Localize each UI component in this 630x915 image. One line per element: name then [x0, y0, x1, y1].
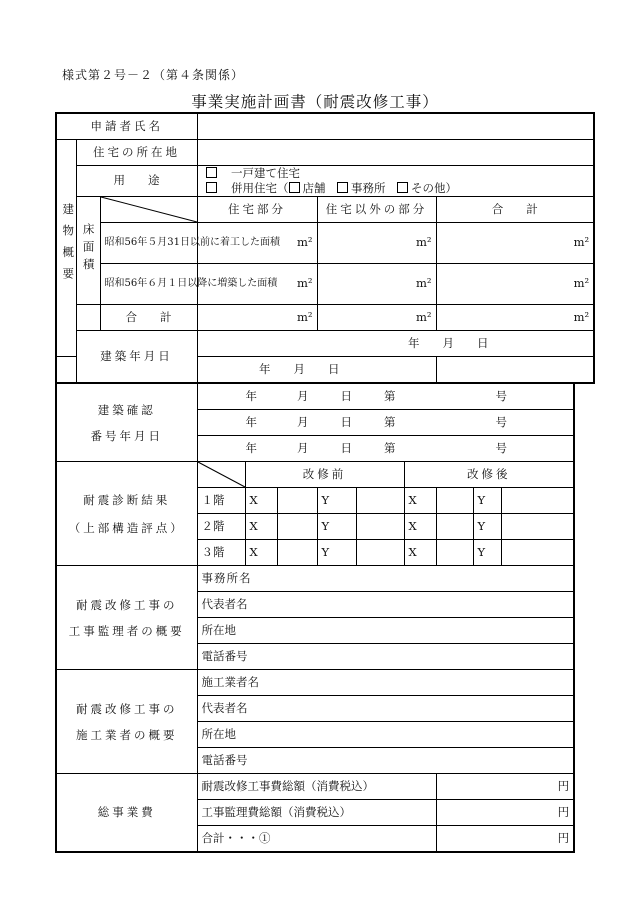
contractor-rep-field[interactable]: 代表者名: [197, 696, 574, 722]
area-col-nonhouse: 住宅以外の部分: [317, 197, 436, 223]
area-header-diagonal: [100, 197, 197, 223]
before-y-label: Y: [317, 540, 356, 566]
checkbox-icon[interactable]: [337, 182, 348, 193]
use-option-mixed[interactable]: [206, 181, 590, 196]
use-option-other-label: その他）: [411, 181, 458, 195]
after-x-label: X: [404, 540, 436, 566]
area-col-total: 合 計: [436, 197, 594, 223]
before-x-label: X: [245, 514, 277, 540]
seismic-col-after: 改修後: [404, 462, 574, 488]
use-option-detached[interactable]: [206, 166, 590, 181]
area-grand-total[interactable]: [436, 305, 594, 331]
cost-total-value[interactable]: [436, 826, 574, 853]
plan-form-table: [55, 112, 595, 384]
after-x-value[interactable]: [436, 540, 473, 566]
use-option-shop-label: 店舗: [302, 181, 326, 195]
yen-label: 円: [557, 778, 570, 793]
confirm-row-3[interactable]: 年 月 日 第 号: [197, 436, 574, 462]
applicant-label: 申請者氏名: [56, 113, 197, 140]
confirm-label-line1: 建築確認: [97, 402, 156, 417]
yen-label: 円: [557, 830, 570, 845]
supervisor-label-line1: 耐震改修工事の: [76, 597, 178, 612]
build-date-2[interactable]: 年 月 日: [56, 357, 436, 384]
before-x-value[interactable]: [277, 540, 317, 566]
form-number: 様式第２号－２（第４条関係）: [62, 68, 245, 82]
after-x-label: X: [404, 514, 436, 540]
after-x-value[interactable]: [436, 488, 473, 514]
cost-supervision-value[interactable]: [436, 800, 574, 826]
floor-label: ２階: [197, 514, 245, 540]
seismic-header-diagonal: [197, 462, 245, 488]
area-house-total[interactable]: [197, 305, 317, 331]
build-date-1[interactable]: 年 月 日: [197, 331, 594, 357]
seismic-label: [56, 462, 197, 566]
use-option-detached-label: 一戸建て住宅: [231, 166, 301, 180]
confirm-label: [56, 384, 197, 462]
use-label: 用 途: [76, 166, 197, 197]
contractor-name-field[interactable]: 施工業者名: [197, 670, 574, 696]
address-label: 住宅の所在地: [76, 140, 197, 166]
before-x-label: X: [245, 540, 277, 566]
seismic-label-line2: （上部構造評点）: [68, 520, 185, 535]
cost-row-construction-label: 耐震改修工事費総額（消費税込）: [197, 774, 436, 800]
supervisor-label-line2: 工事監理者の概要: [68, 623, 185, 638]
area-nonhouse-after[interactable]: [317, 264, 436, 305]
confirm-row-1[interactable]: 年 月 日 第 号: [197, 384, 574, 410]
before-y-value[interactable]: [356, 540, 404, 566]
after-y-value[interactable]: [501, 488, 574, 514]
unit-label: m²: [297, 276, 313, 291]
after-y-label: Y: [473, 540, 501, 566]
applicant-name-field[interactable]: [197, 113, 594, 140]
after-x-value[interactable]: [436, 514, 473, 540]
floor-area-text: 床面積: [81, 222, 96, 276]
seismic-col-before: 改修前: [245, 462, 404, 488]
area-total-blank: [76, 305, 100, 331]
cost-construction-value[interactable]: [436, 774, 574, 800]
contractor-label: [56, 670, 197, 774]
checkbox-icon[interactable]: [289, 182, 300, 193]
supervisor-phone-field[interactable]: 電話番号: [197, 644, 574, 670]
building-group-text: 建物概要: [61, 203, 76, 290]
build-date-label: 建築年月日: [76, 331, 197, 384]
supervisor-address-field[interactable]: 所在地: [197, 618, 574, 644]
after-y-value[interactable]: [501, 540, 574, 566]
area-total-after[interactable]: [436, 264, 594, 305]
floor-area-group-label: [76, 197, 100, 305]
address-field[interactable]: [197, 140, 594, 166]
floor-label: １階: [197, 488, 245, 514]
checkbox-icon[interactable]: [206, 182, 217, 193]
checkbox-icon[interactable]: [397, 182, 408, 193]
confirm-row-2[interactable]: 年 月 日 第 号: [197, 410, 574, 436]
unit-label: m²: [416, 235, 432, 250]
supervisor-label: [56, 566, 197, 670]
yen-label: 円: [557, 804, 570, 819]
area-row-after-label: 昭和56年６月１日以降に増築した面積: [100, 264, 197, 305]
before-x-value[interactable]: [277, 514, 317, 540]
unit-label: m²: [297, 309, 313, 324]
use-option-office-label: 事務所: [351, 181, 386, 195]
area-nonhouse-total[interactable]: [317, 305, 436, 331]
unit-label: m²: [573, 309, 590, 324]
total-cost-label: 総事業費: [56, 774, 197, 853]
confirm-label-line2: 番号年月日: [90, 428, 163, 443]
before-x-value[interactable]: [277, 488, 317, 514]
seismic-label-line1: 耐震診断結果: [83, 492, 171, 507]
floor-label: ３階: [197, 540, 245, 566]
unit-label: m²: [573, 235, 590, 250]
area-col-house: 住宅部分: [197, 197, 317, 223]
contractor-label-line1: 耐震改修工事の: [76, 701, 178, 716]
cost-row-total-label: 合計・・・①: [197, 826, 436, 853]
unit-label: m²: [573, 276, 590, 291]
checkbox-icon[interactable]: [206, 167, 217, 178]
unit-label: m²: [416, 276, 432, 291]
page-title: 事業実施計画書（耐震改修工事）: [191, 93, 439, 111]
after-x-label: X: [404, 488, 436, 514]
after-y-label: Y: [473, 488, 501, 514]
before-y-label: Y: [317, 488, 356, 514]
unit-label: m²: [297, 235, 313, 250]
plan-form-table-lower: [55, 383, 575, 853]
area-row-before-label: 昭和56年５月31日以前に着工した面積: [100, 223, 197, 264]
before-x-label: X: [245, 488, 277, 514]
contractor-phone-field[interactable]: 電話番号: [197, 748, 574, 774]
unit-label: m²: [416, 309, 432, 324]
before-y-label: Y: [317, 514, 356, 540]
use-options: [197, 166, 594, 197]
contractor-label-line2: 施工業者の概要: [76, 727, 178, 742]
before-y-value[interactable]: [356, 488, 404, 514]
after-y-label: Y: [473, 514, 501, 540]
area-total-label: 合 計: [100, 305, 197, 331]
supervisor-rep-field[interactable]: 代表者名: [197, 592, 574, 618]
cost-row-supervision-label: 工事監理費総額（消費税込）: [197, 800, 436, 826]
area-total-before[interactable]: [436, 223, 594, 264]
use-option-mixed-label: 併用住宅（: [231, 181, 289, 195]
building-group-label: [56, 140, 76, 357]
after-y-value[interactable]: [501, 514, 574, 540]
contractor-address-field[interactable]: 所在地: [197, 722, 574, 748]
before-y-value[interactable]: [356, 514, 404, 540]
area-nonhouse-before[interactable]: [317, 223, 436, 264]
supervisor-office-field[interactable]: 事務所名: [197, 566, 574, 592]
